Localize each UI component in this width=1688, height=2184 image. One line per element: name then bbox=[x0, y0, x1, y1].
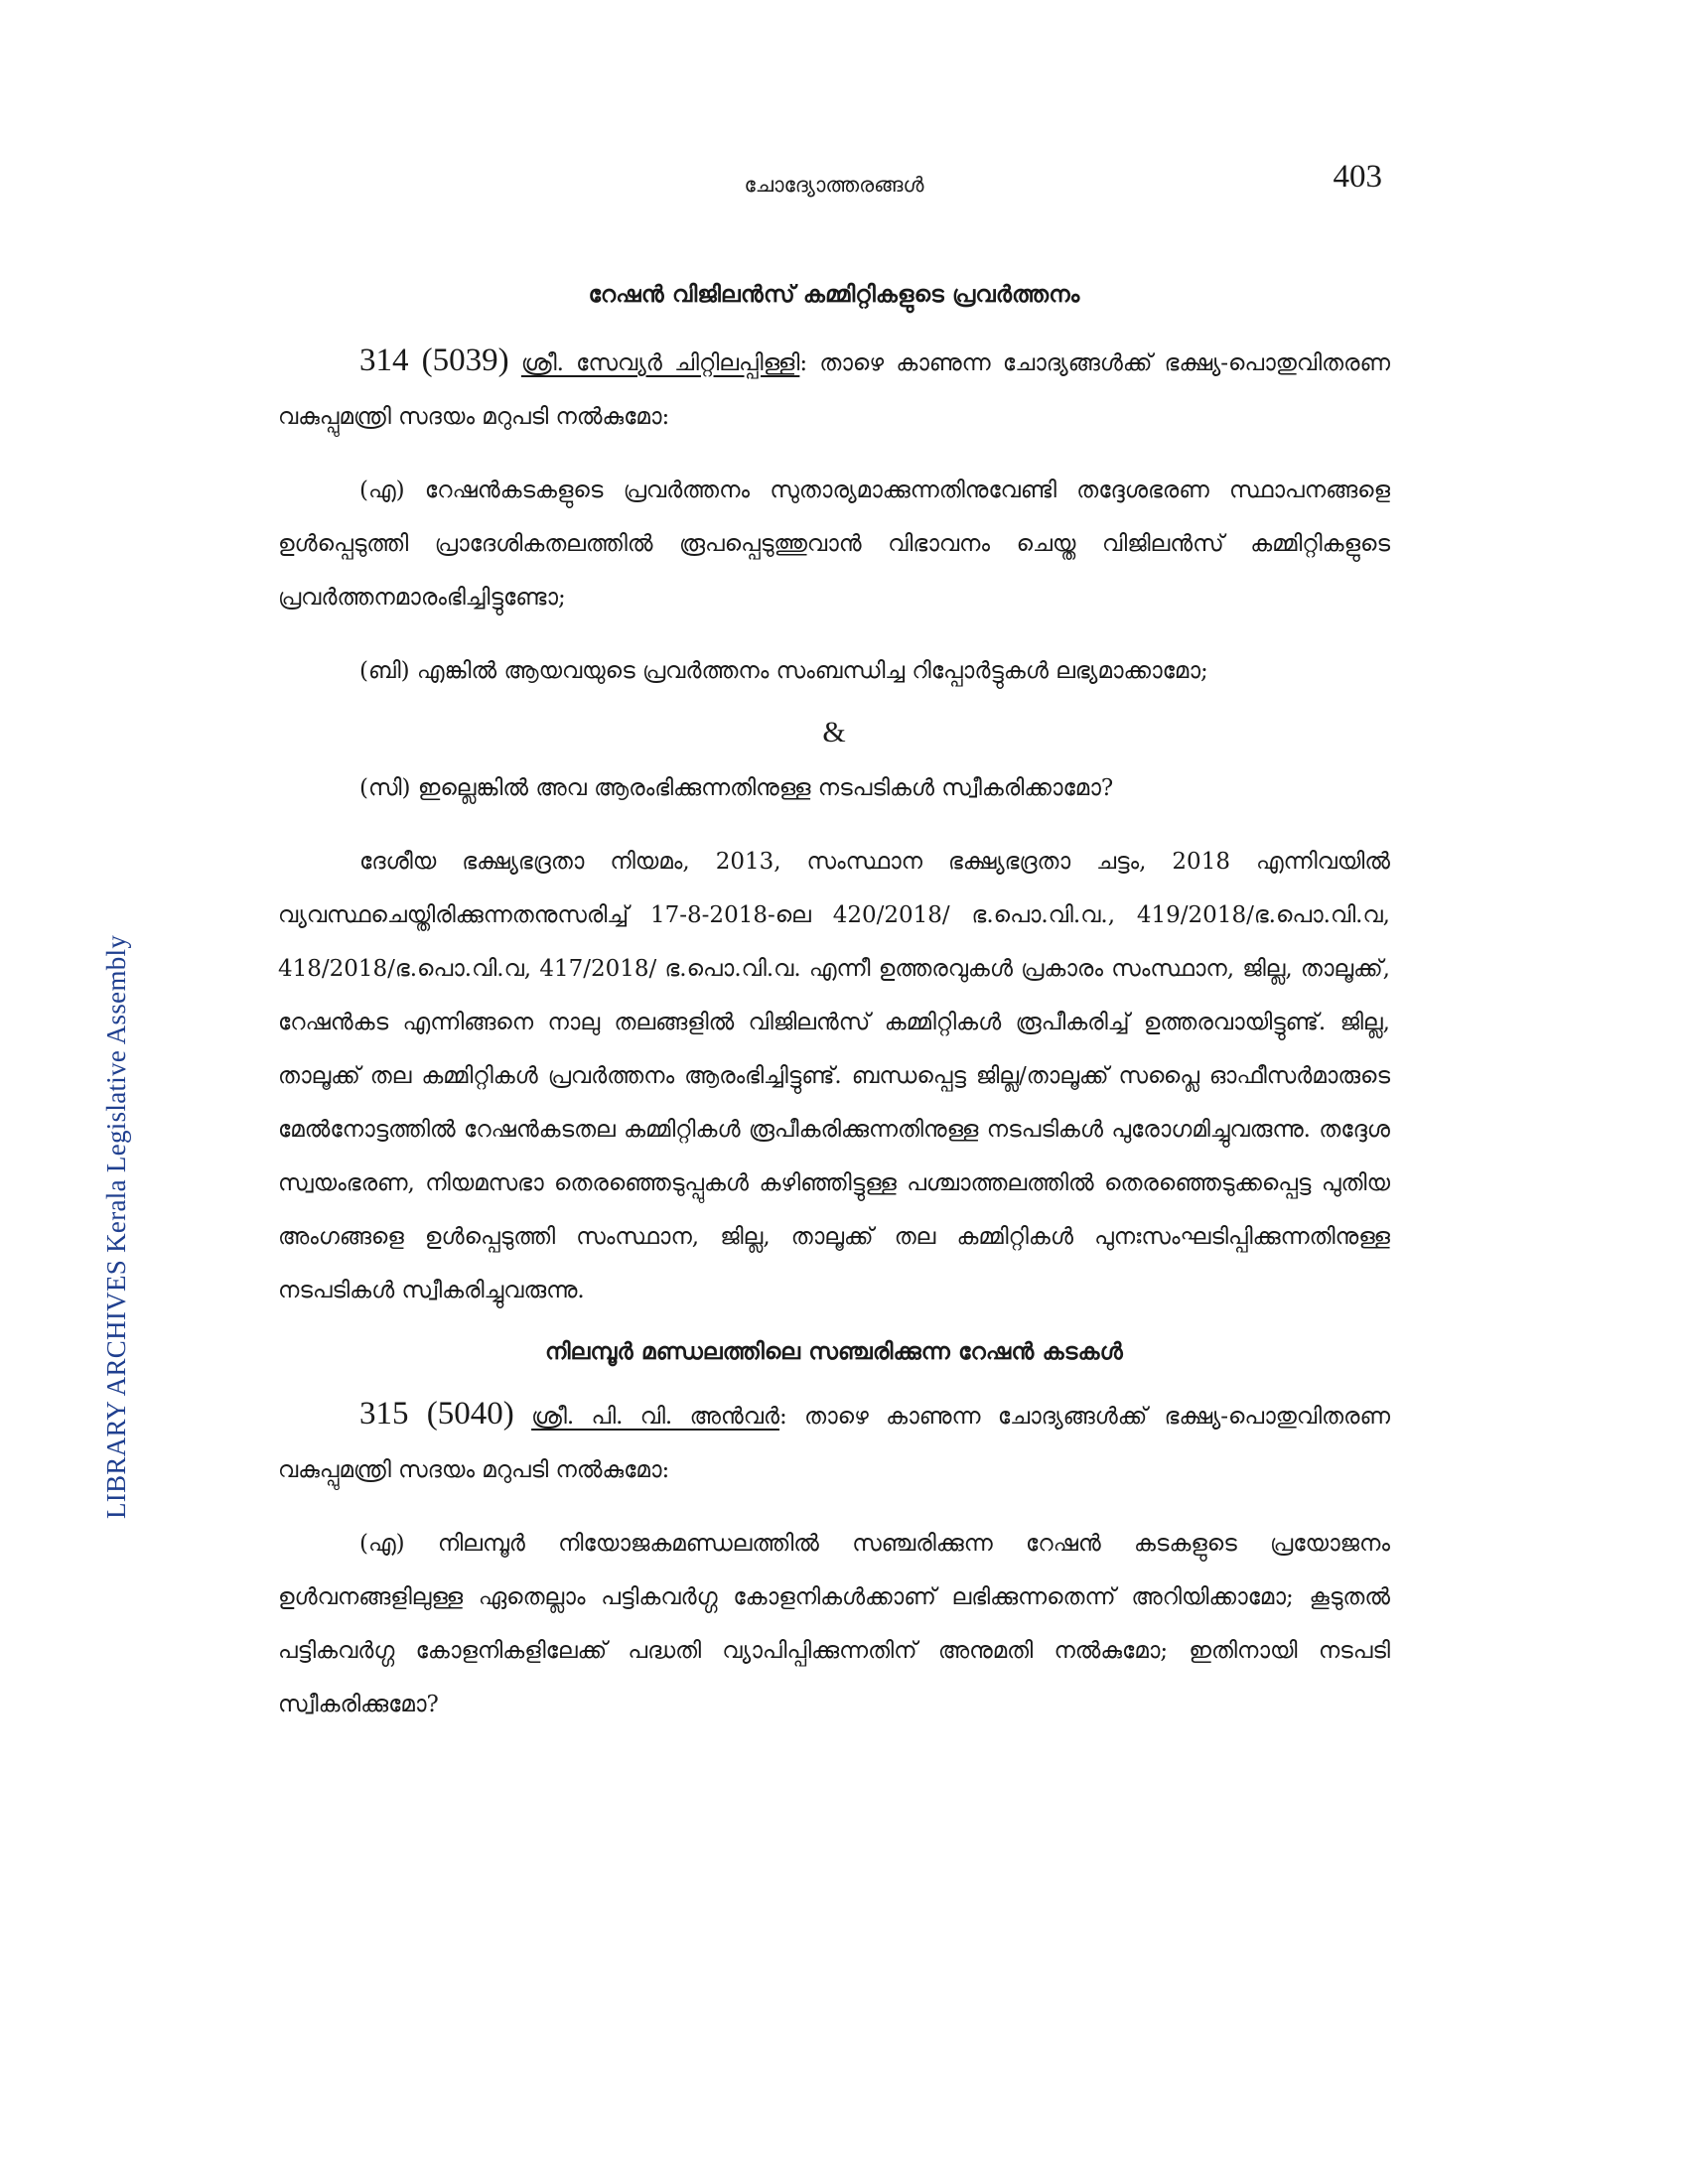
question-314-part-c: (സി) ഇല്ലെങ്കിൽ അവ ആരംഭിക്കുന്നതിനുള്ള നടപടികൾ സ്വീകരിക്കാമോ? bbox=[359, 775, 1114, 801]
question-314-part-b: (ബി) എങ്കിൽ ആയവയുടെ പ്രവർത്തനം സംബന്ധിച്ച റിപ്പോർട്ടുകൾ ലഭ്യമാക്കാമോ; bbox=[359, 658, 1208, 684]
question-314-answer: ദേശീയ ഭക്ഷ്യഭദ്രതാ നിയമം, 2013, സംസ്ഥാന ഭക്ഷ്യഭദ്രതാ ചട്ടം, 2018 എന്നിവയിൽ വ്യവസ്ഥചെയ്തിരിക്കുന്നതനുസരിച്ച് 17-8-2018-ലെ 420/2018/ ഭ.പൊ.വി.വ., 419/2018/ഭ.പൊ.വി.വ, 418/2018/ഭ.പൊ.വി.വ, 417/2018/ ഭ.പൊ.വി.വ. എന്നീ ഉത്തരവുകൾ പ്രകാരം സംസ്ഥാന, ജില്ല, താലൂക്ക്, റേഷൻകട എന്നിങ്ങനെ നാലു തലങ്ങളിൽ വിജിലൻസ് കമ്മിറ്റികൾ രൂപീകരിച്ച് ഉത്തരവായിട്ടുണ്ട്. ജില്ല, താലൂക്ക് തല കമ്മിറ്റികൾ പ്രവർത്തനം ആരംഭിച്ചിട്ടുണ്ട്. ബന്ധപ്പെട്ട ജില്ല/താലൂക്ക് സപ്ലൈ ഓഫീസർമാരുടെ മേൽനോട്ടത്തിൽ റേഷൻകടതല കമ്മിറ്റികൾ രൂപീകരിക്കുന്നതിനുള്ള നടപടികൾ പുരോഗമിച്ചുവരുന്നു. തദ്ദേശ സ്വയംഭരണ, നിയമസഭാ തെരഞ്ഞെടുപ്പുകൾ കഴിഞ്ഞിട്ടുള്ള പശ്ചാത്തലത്തിൽ തെരഞ്ഞെടുക്കപ്പെട്ട പുതിയ അംഗങ്ങളെ ഉൾപ്പെടുത്തി സംസ്ഥാന, ജില്ല, താലൂക്ക് തല കമ്മിറ്റികൾ പുനഃസംഘടിപ്പിക്കുന്നതിനുള്ള നടപടികൾ സ്വീകരിച്ചുവരുന്നു. bbox=[278, 849, 1390, 1303]
question-315-heading: നിലമ്പൂർ മണ്ഡലത്തിലെ സഞ്ചരിക്കുന്ന റേഷൻ കടകൾ bbox=[545, 1339, 1123, 1365]
document-page bbox=[278, 159, 1390, 1731]
question-315-intro-text: : താഴെ കാണുന്ന ചോദ്യങ്ങൾക്ക് ഭക്ഷ്യ-പൊതുവിതരണ വകുപ്പുമന്ത്രി സദയം മറുപടി നൽകുമോ: bbox=[278, 1404, 1390, 1483]
question-314-member: ശ്രീ. സേവ്യർ ചിറ്റിലപ്പിള്ളി bbox=[520, 350, 800, 376]
question-314-heading: റേഷൻ വിജിലൻസ് കമ്മിറ്റികളുടെ പ്രവർത്തനം bbox=[588, 282, 1080, 308]
library-archives-watermark: LIBRARY ARCHIVES Kerala Legislative Assembly bbox=[101, 934, 131, 1519]
question-314-part-a: (എ) റേഷൻകടകളുടെ പ്രവർത്തനം സുതാര്യമാക്കുന്നതിനുവേണ്ടി തദ്ദേശഭരണ സ്ഥാപനങ്ങളെ ഉൾപ്പെടുത്തി പ്രാദേശികതലത്തിൽ രൂപപ്പെടുത്തുവാൻ വിഭാവനം ചെയ്ത വിജിലൻസ് കമ്മിറ്റികളുടെ പ്രവർത്തനമാരംഭിച്ചിട്ടുണ്ടോ; bbox=[278, 478, 1390, 611]
question-315-intro bbox=[278, 1387, 1390, 1497]
ampersand: & bbox=[822, 716, 846, 749]
question-315-number: 315 (5040) bbox=[359, 1396, 514, 1432]
page-number: 403 bbox=[1333, 159, 1382, 195]
question-315-member: ശ്രീ. പി. വി. അൻവർ bbox=[531, 1404, 779, 1430]
page-header bbox=[278, 159, 1390, 218]
question-314-intro bbox=[278, 334, 1390, 444]
question-314-intro-text: : താഴെ കാണുന്ന ചോദ്യങ്ങൾക്ക് ഭക്ഷ്യ-പൊതുവിതരണ വകുപ്പുമന്ത്രി സദയം മറുപടി നൽകുമോ: bbox=[278, 350, 1390, 430]
question-314-number: 314 (5039) bbox=[359, 342, 509, 378]
question-315-part-a: (എ) നിലമ്പൂർ നിയോജകമണ്ഡലത്തിൽ സഞ്ചരിക്കുന്ന റേഷൻ കടകളുടെ പ്രയോജനം ഉൾവനങ്ങളിലുള്ള ഏതെല്ലാം പട്ടികവർഗ്ഗ കോളനികൾക്കാണ് ലഭിക്കുന്നതെന്ന് അറിയിക്കാമോ; കൂടുതൽ പട്ടികവർഗ്ഗ കോളനികളിലേക്ക് പദ്ധതി വ്യാപിപ്പിക്കുന്നതിന് അനുമതി നൽകുമോ; ഇതിനായി നടപടി സ്വീകരിക്കുമോ? bbox=[278, 1531, 1390, 1717]
running-title: ചോദ്യോത്തരങ്ങൾ bbox=[744, 173, 924, 197]
